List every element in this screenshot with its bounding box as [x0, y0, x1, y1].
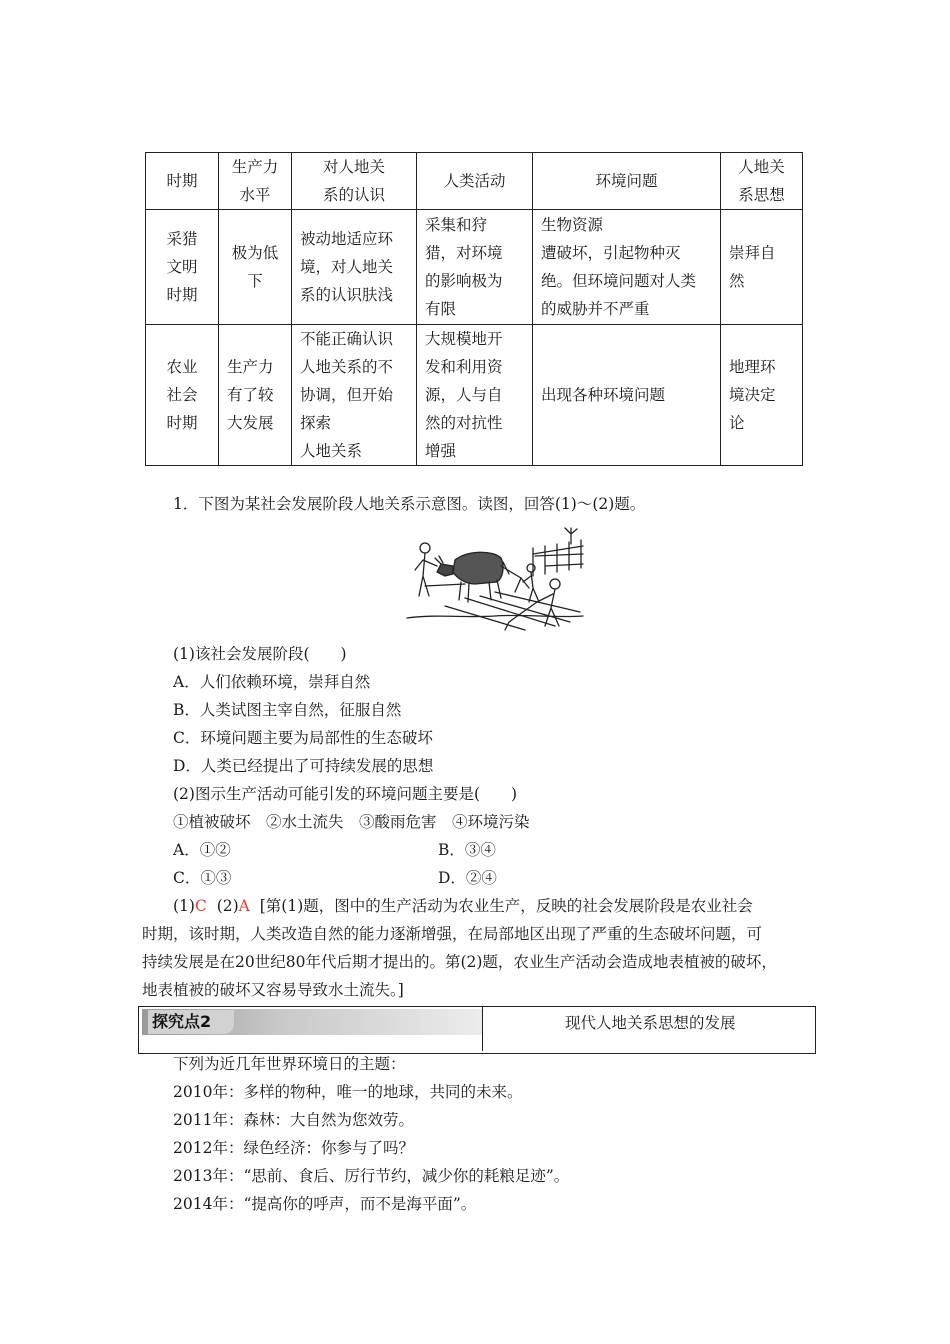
- q1-option-d: D．人类已经提出了可持续发展的思想: [173, 757, 434, 775]
- q2-option-d: D．②④: [438, 869, 497, 887]
- header-thought: 人地关 系思想: [721, 153, 803, 210]
- theme-item: 2010年：多样的物种，唯一的地球，共同的未来。: [173, 1083, 523, 1101]
- q1-prompt: (1)该社会发展阶段( ): [173, 645, 347, 663]
- q2-items: ①植被破坏 ②水土流失 ③酸雨危害 ④环境污染: [173, 813, 530, 831]
- theme-item: 2013年：“思前、食后、厉行节约，减少你的耗粮足迹”。: [173, 1167, 570, 1185]
- header-understanding: 对人地关 系的认识: [292, 153, 417, 210]
- section-divider: [482, 1007, 483, 1051]
- q2-option-a: A．①②: [173, 841, 231, 859]
- header-environment-issue: 环境问题: [533, 153, 721, 210]
- table-cell: 采猎 文明 时期: [146, 210, 219, 325]
- q1-option-b: B．人类试图主宰自然，征服自然: [173, 701, 402, 719]
- question-stem: 1．下图为某社会发展阶段人地关系示意图。读图，回答(1)～(2)题。: [173, 495, 646, 513]
- q2-option-c: C．①③: [173, 869, 232, 887]
- human-earth-relationship-table: [145, 152, 803, 466]
- table-cell: 不能正确认识 人地关系的不 协调，但开始 探索 人地关系: [292, 325, 417, 466]
- theme-item: 2012年：绿色经济：你参与了吗？: [173, 1139, 414, 1157]
- section-title: 现代人地关系思想的发展: [565, 1014, 736, 1032]
- table-cell: 被动地适应环 境，对人地关 系的认识肤浅: [292, 210, 417, 325]
- table-cell: 出现各种环境问题: [533, 325, 721, 466]
- explanation-line: 时期，该时期，人类改造自然的能力逐渐增强，在局部地区出现了严重的生态破坏问题，可: [142, 925, 763, 943]
- q2-option-b: B．③④: [438, 841, 496, 859]
- q2-prompt: (2)图示生产活动可能引发的环境问题主要是( ): [173, 785, 518, 803]
- table-cell: 生产力 有了较 大发展: [219, 325, 292, 466]
- answer-line-1: [173, 892, 753, 920]
- farming-illustration: [405, 526, 585, 634]
- header-period: 时期: [146, 153, 219, 210]
- table-header-row: [146, 153, 803, 210]
- q1-option-a: A．人们依赖环境，崇拜自然: [173, 673, 371, 691]
- answer-1-label: (1): [173, 897, 195, 915]
- themes-intro: 下列为近几年世界环境日的主题：: [173, 1055, 406, 1073]
- table-cell: 极为低 下: [219, 210, 292, 325]
- table-cell: 崇拜自 然: [721, 210, 803, 325]
- explanation-line: 地表植被的破坏又容易导致水土流失。]: [142, 981, 404, 999]
- table-cell: 农业 社会 时期: [146, 325, 219, 466]
- table-cell: 大规模地开 发和利用资 源，人与自 然的对抗性 增强: [417, 325, 533, 466]
- section-badge-label: 探究点2: [152, 1012, 212, 1031]
- header-productivity: 生产力 水平: [219, 153, 292, 210]
- answer-2-letter: A: [238, 897, 250, 915]
- answer-1-letter: C: [194, 897, 207, 915]
- table-cell: 地理环 境决定 论: [721, 325, 803, 466]
- theme-item: 2011年：森林：大自然为您效劳。: [173, 1111, 414, 1129]
- answer-2-label: (2): [216, 897, 239, 915]
- q1-option-c: C．环境问题主要为局部性的生态破坏: [173, 729, 433, 747]
- table-cell: 采集和狩 猎，对环境 的影响极为 有限: [417, 210, 533, 325]
- table-cell: 生物资源 遭破坏，引起物种灭 绝。但环境问题对人类 的威胁并不严重: [533, 210, 721, 325]
- explanation-line: 持续发展是在20世纪80年代后期才提出的。第(2)题，农业生产活动会造成地表植被的破坏，: [142, 953, 777, 971]
- table-row: [146, 325, 803, 466]
- explanation-line: [第(1)题，图中的生产活动为农业生产，反映的社会发展阶段是农业社会: [259, 897, 753, 915]
- theme-item: 2014年：“提高你的呼声，而不是海平面”。: [173, 1195, 477, 1213]
- header-human-activity: 人类活动: [417, 153, 533, 210]
- table-row: [146, 210, 803, 325]
